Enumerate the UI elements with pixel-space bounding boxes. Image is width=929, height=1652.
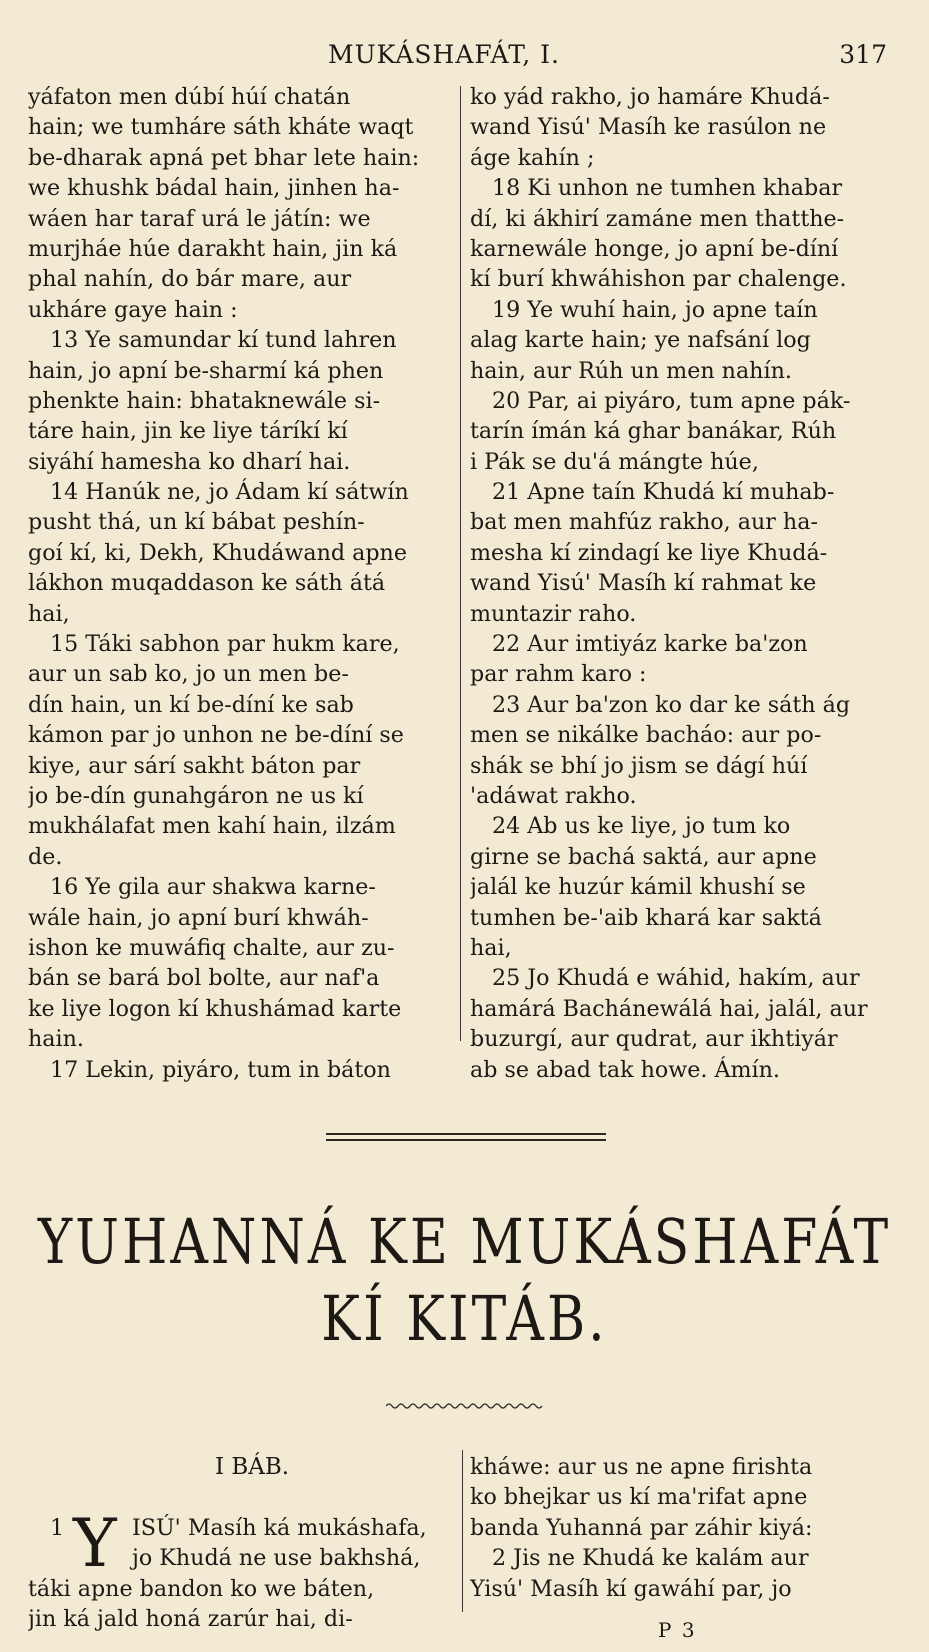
- text-line: girne se bachá saktá, aur apne: [470, 843, 817, 870]
- text-line: wand Yisú' Masíh kí rahmat ke: [470, 570, 817, 597]
- text-line: aur un sab ko, jo un men be-: [28, 661, 349, 688]
- text-line: 24 Ab us ke liye, jo tum ko: [492, 813, 791, 840]
- text-line: hamárá Bachánewálá hai, jalál, aur: [470, 995, 868, 1022]
- text-line: hain.: [28, 1026, 84, 1053]
- text-line: wand Yisú' Masíh ke rasúlon ne: [470, 114, 827, 141]
- wavy-ornament: [386, 1402, 544, 1410]
- page-number: 317: [839, 40, 887, 69]
- text-line: phenkte hain: bhataknewále si-: [28, 387, 381, 414]
- chapter-left-column: [28, 1452, 456, 1632]
- text-line: de.: [28, 843, 63, 870]
- text-line: mesha kí zindagí ke liye Khudá-: [470, 539, 828, 566]
- text-line: men se nikálke bacháo: aur po-: [470, 722, 822, 749]
- text-line: i Pák se du'á mángte húe,: [470, 448, 759, 475]
- text-line: Yisú' Masíh kí gawáhí par, jo: [470, 1575, 792, 1602]
- text-line: 19 Ye wuhí hain, jo apne taín: [492, 296, 818, 323]
- text-line: wáen har taraf urá le játín: we: [28, 205, 371, 232]
- text-line: 14 Hanúk ne, jo Ádam kí sátwín: [50, 479, 409, 506]
- text-line: banda Yuhanná par záhir kiyá:: [470, 1514, 813, 1541]
- text-line: mukhálafat men kahí hain, ilzám: [28, 813, 396, 840]
- text-line: wále hain, jo apní burí khwáh-: [28, 904, 369, 931]
- text-line: karnewále honge, jo apní be-díní: [470, 235, 839, 262]
- text-line: yáfaton men dúbí húí chatán: [28, 84, 351, 110]
- text-line: hain, aur Rúh un men nahín.: [470, 357, 792, 384]
- text-line: 22 Aur imtiyáz karke ba'zon: [492, 631, 808, 658]
- book-title-line-1: YUHANNÁ KE MUKÁSHAFÁT: [37, 1207, 892, 1279]
- text-line: kháwe: aur us ne apne firishta: [470, 1454, 813, 1480]
- text-line: tarín ímán ká ghar banákar, Rúh: [470, 418, 837, 445]
- text-line: jin ká jald honá zarúr hai, di-: [28, 1605, 353, 1632]
- text-line: muntazir raho.: [470, 600, 637, 627]
- text-line: táre hain, jin ke liye táríkí kí: [28, 418, 348, 445]
- text-line: 'adáwat rakho.: [470, 782, 637, 809]
- text-line: hain; we tumháre sáth kháte waqt: [28, 114, 414, 141]
- text-line: 18 Ki unhon ne tumhen khabar: [492, 175, 843, 202]
- first-line-text: ISÚ' Masíh ká mukáshafa,: [132, 1514, 427, 1541]
- text-line: 15 Táki sabhon par hukm kare,: [50, 631, 400, 658]
- text-line: pusht thá, un kí bábat peshín-: [28, 509, 365, 536]
- text-line: 16 Ye gila aur shakwa karne-: [50, 874, 376, 901]
- upper-left-column: [28, 82, 456, 1085]
- text-line: we khushk bádal hain, jinhen ha-: [28, 175, 400, 202]
- text-line: táki apne bandon ko we báten,: [28, 1575, 375, 1602]
- text-line: phal nahín, do bár mare, aur: [28, 266, 352, 293]
- text-line: goí kí, ki, Dekh, Khudáwand apne: [28, 539, 407, 566]
- text-line: 2 Jis ne Khudá ke kalám aur: [492, 1545, 809, 1572]
- column-divider: [460, 86, 461, 1041]
- text-line: bán se bará bol bolte, aur naf'a: [28, 965, 380, 992]
- text-line: be-dharak apná pet bhar lete hain:: [28, 144, 420, 171]
- running-title: MUKÁSHAFÁT, I.: [328, 40, 560, 69]
- text-line: jo be-dín gunahgáron ne us kí: [28, 782, 364, 809]
- text-line: ab se abad tak howe. Ámín.: [470, 1056, 780, 1083]
- text-line: murjháe húe darakht hain, jin ká: [28, 235, 398, 262]
- text-line: hain, jo apní be-sharmí ká phen: [28, 357, 384, 384]
- chapter-heading: I BÁB.: [214, 1454, 290, 1480]
- text-line: kámon par jo unhon ne be-díní se: [28, 722, 404, 749]
- text-line: 25 Jo Khudá e wáhid, hakím, aur: [492, 965, 860, 992]
- text-line: ukháre gaye hain :: [28, 296, 238, 323]
- text-line: alag karte hain; ye nafsání log: [470, 327, 811, 354]
- text-line: kí burí khwáhishon par chalenge.: [470, 266, 847, 293]
- text-line: dí, ki ákhirí zamáne men thatthe-: [470, 205, 845, 232]
- text-line: siyáhí hamesha ko dharí hai.: [28, 448, 351, 475]
- text-line: jo Khudá ne use bakhshá,: [132, 1545, 421, 1572]
- text-line: kiye, aur sárí sakht báton par: [28, 752, 361, 779]
- text-line: par rahm karo :: [470, 661, 647, 688]
- chapter-column-divider: [462, 1450, 463, 1612]
- text-line: shák se bhí jo jism se dágí húí: [470, 752, 808, 779]
- text-line: bat men mahfúz rakho, aur ha-: [470, 509, 818, 536]
- text-line: ko yád rakho, jo hamáre Khudá-: [470, 84, 830, 110]
- text-line: hai,: [28, 600, 70, 627]
- text-line: dín hain, un kí be-díní ke sab: [28, 691, 354, 718]
- book-title-line-2: KÍ KITÁB.: [321, 1284, 608, 1356]
- text-line: 13 Ye samundar kí tund lahren: [50, 327, 397, 354]
- text-line: 23 Aur ba'zon ko dar ke sáth ág: [492, 691, 851, 718]
- text-line: ishon ke muwáfiq chalte, aur zu-: [28, 934, 395, 961]
- drop-cap: Y: [73, 1504, 117, 1582]
- upper-right-column: [470, 82, 892, 1085]
- section-double-rule: [326, 1133, 606, 1141]
- text-line: tumhen be-'aib khará kar saktá: [470, 904, 822, 931]
- text-line: áge kahín ;: [470, 144, 595, 171]
- text-line: 17 Lekin, piyáro, tum in báton: [50, 1056, 391, 1083]
- printer-signature: P 3: [658, 1618, 697, 1642]
- text-line: 20 Par, ai piyáro, tum apne pák-: [492, 387, 851, 414]
- text-line: ke liye logon kí khushámad karte: [28, 995, 402, 1022]
- text-line: lákhon muqaddason ke sáth átá: [28, 570, 386, 597]
- chapter-right-column: [470, 1452, 892, 1602]
- text-line: 21 Apne taín Khudá kí muhab-: [492, 479, 835, 506]
- text-line: jalál ke huzúr kámil khushí se: [470, 874, 806, 901]
- text-line: buzurgí, aur qudrat, aur ikhtiyár: [470, 1026, 838, 1053]
- verse-number: 1: [50, 1514, 65, 1541]
- text-line: ko bhejkar us kí ma'rifat apne: [470, 1484, 808, 1511]
- text-line: hai,: [470, 934, 512, 961]
